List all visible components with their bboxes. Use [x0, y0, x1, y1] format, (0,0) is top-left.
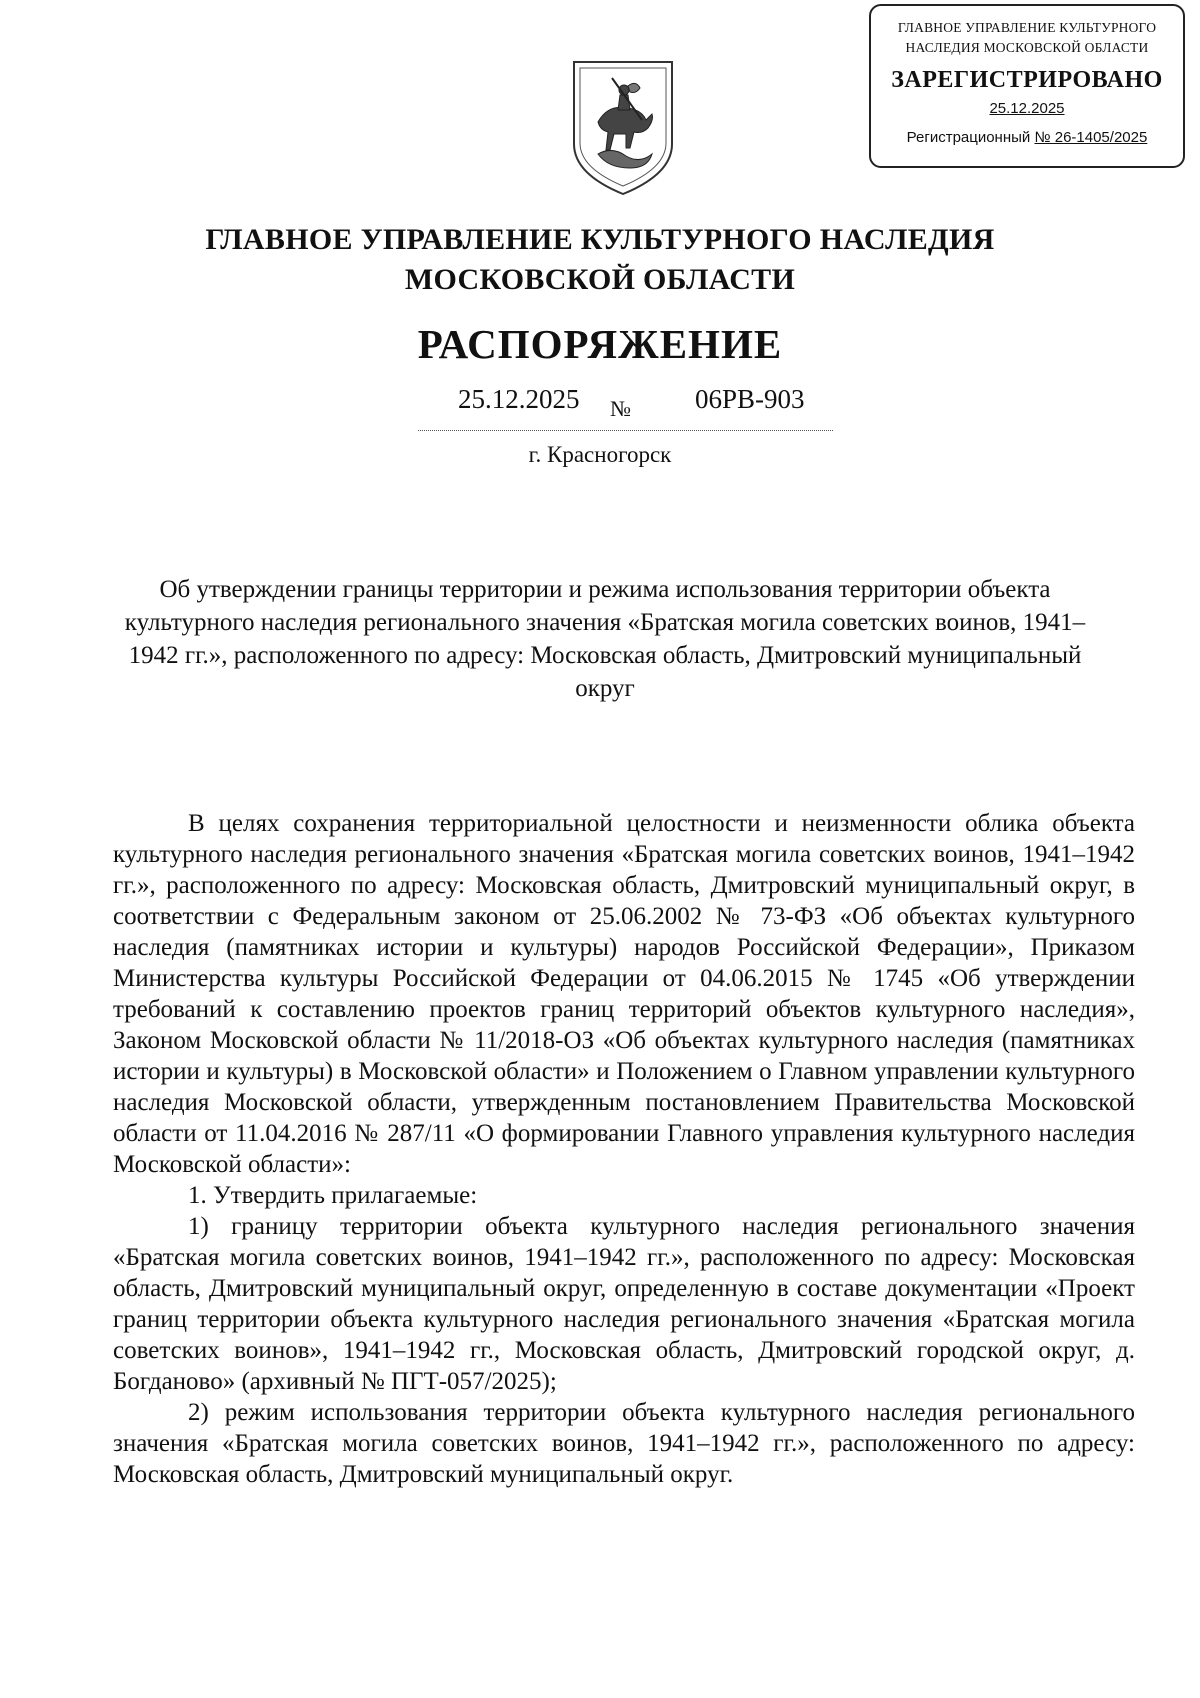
organization-title-line-1: ГЛАВНОЕ УПРАВЛЕНИЕ КУЛЬТУРНОГО НАСЛЕДИЯ	[205, 223, 995, 256]
moscow-oblast-coat-of-arms-icon	[568, 58, 678, 196]
document-type: РАСПОРЯЖЕНИЕ	[417, 321, 783, 367]
document-subject: Об утверждении границы территории и режима использования территории объекта культурного наследия регионального значения «Братская могила советских воинов, 1941–1942 гг.», расположенного по адресу: Московская область, Дмитровский муниципальный округ	[124, 576, 1086, 702]
clause-1: 1. Утвердить прилагаемые:	[188, 1182, 478, 1209]
stamp-registered-label: ЗАРЕГИСТРИРОВАНО	[891, 67, 1163, 93]
document-body	[113, 808, 1135, 1490]
organization-title	[100, 220, 1100, 300]
document-city: г. Красногорск	[528, 442, 672, 467]
document-number: 06РВ-903	[695, 384, 805, 414]
stamp-date: 25.12.2025	[989, 100, 1065, 117]
document-date-number-line	[418, 382, 833, 431]
number-sign: №	[610, 396, 631, 421]
stamp-organization	[871, 16, 1183, 60]
registration-stamp	[869, 4, 1185, 168]
document-date: 25.12.2025	[458, 384, 580, 414]
stamp-org-line-1: ГЛАВНОЕ УПРАВЛЕНИЕ КУЛЬТУРНОГО	[897, 20, 1157, 35]
stamp-registration-number	[871, 126, 1183, 150]
stamp-reg-label: Регистрационный	[906, 129, 1031, 146]
organization-title-line-2: МОСКОВСКОЙ ОБЛАСТИ	[404, 263, 796, 296]
clause-1-item-2: 2) режим использования территории объекта культурного наследия регионального значения «Братская могила советских воинов, 1941–1942 гг.», расположенного по адресу: Московская область, Дмитровский муниципальный округ.	[113, 1399, 1135, 1488]
clause-1-item-1: 1) границу территории объекта культурного наследия регионального значения «Братская могила советских воинов, 1941–1942 гг.», расположенного по адресу: Московская область, Дмитровский муниципальный округ, определенную в составе документации «Проект границ территории объекта культурного наследия регионального значения «Братская могила советских воинов», 1941–1942 гг., Московская область, Дмитровский городской округ, д. Богданово» (архивный № ПГТ-057/2025);	[113, 1213, 1135, 1395]
stamp-org-line-2: НАСЛЕДИЯ МОСКОВСКОЙ ОБЛАСТИ	[905, 40, 1149, 55]
preamble-paragraph: В целях сохранения территориальной целостности и неизменности облика объекта культурного наследия регионального значения «Братская могила советских воинов, 1941–1942 гг.», расположенного по адресу: Московская область, Дмитровский муниципальный округ, в соответствии с Федеральным законом от 25.06.2002 № 73-ФЗ «Об объектах культурного наследия (памятниках истории и культуры) народов Российской Федерации», Приказом Министерства культуры Российской Федерации от 04.06.2015 № 1745 «Об утверждении требований к составлению проектов границ территорий объектов культурного наследия», Законом Московской области № 11/2018-ОЗ «Об объектах культурного наследия (памятниках истории и культуры) в Московской области» и Положением о Главном управлении культурного наследия Московской области, утвержденным постановлением Правительства Московской области от 11.04.2016 № 287/11 «О формировании Главного управления культурного наследия Московской области»:	[113, 810, 1135, 1178]
stamp-reg-number: № 26-1405/2025	[1034, 129, 1148, 146]
